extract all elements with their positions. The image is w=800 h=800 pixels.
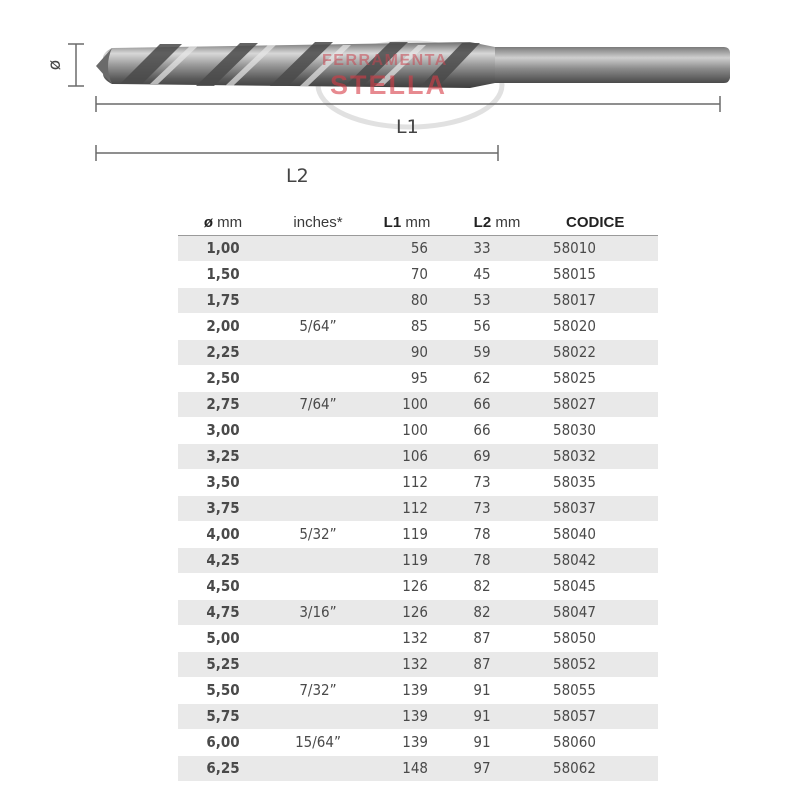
cell-inches (268, 573, 368, 599)
cell-inches (268, 365, 368, 391)
l1-label: L1 (396, 116, 419, 138)
cell-l1: 132 (402, 629, 428, 647)
cell-l2: 56 (473, 317, 491, 335)
cell-inches (268, 339, 368, 365)
cell-inches (268, 417, 368, 443)
table-row (178, 703, 658, 729)
cell-inches: 5/32” (299, 525, 337, 543)
cell-diameter: 2,75 (178, 391, 268, 417)
cell-code: 58042 (548, 547, 658, 573)
cell-l1: 100 (402, 421, 428, 439)
cell-inches (268, 287, 368, 313)
cell-diameter: 3,25 (178, 443, 268, 469)
cell-l2: 91 (473, 733, 491, 751)
cell-inches (268, 625, 368, 651)
cell-l2: 78 (446, 547, 548, 573)
cell-diameter: 5,00 (206, 629, 240, 647)
cell-inches: 7/32” (299, 681, 337, 699)
cell-l2: 66 (473, 421, 491, 439)
cell-l2: 59 (446, 339, 548, 365)
cell-diameter: 3,50 (206, 473, 240, 491)
table-row (178, 313, 658, 339)
watermark-top-text: FERRAMENTA (322, 52, 448, 69)
cell-l2: 82 (446, 599, 548, 625)
cell-code: 58052 (548, 651, 658, 677)
cell-inches (268, 703, 368, 729)
cell-inches (268, 495, 368, 521)
cell-l2: 87 (473, 629, 491, 647)
cell-l2: 78 (473, 525, 491, 543)
cell-l2: 82 (473, 577, 491, 595)
cell-code: 58062 (548, 755, 658, 781)
cell-l2: 73 (473, 473, 491, 491)
table-row (178, 365, 658, 391)
cell-diameter: 4,50 (206, 577, 240, 595)
cell-code: 58027 (548, 391, 658, 417)
header-l1: L1 mm (368, 210, 446, 235)
cell-l1: 80 (368, 287, 446, 313)
cell-inches: 5/64” (299, 317, 337, 335)
cell-l2: 91 (446, 703, 548, 729)
cell-l1: 95 (410, 369, 428, 387)
cell-inches (268, 443, 368, 469)
specification-table (178, 210, 658, 782)
cell-inches (268, 235, 368, 261)
cell-code: 58035 (553, 473, 596, 491)
cell-l1: 119 (402, 525, 428, 543)
cell-l2: 91 (473, 681, 491, 699)
diameter-symbol: ø (45, 59, 66, 71)
cell-code: 58057 (548, 703, 658, 729)
l2-label: L2 (286, 165, 309, 187)
cell-code: 58017 (548, 287, 658, 313)
cell-inches (268, 469, 368, 495)
cell-l1: 139 (402, 733, 428, 751)
cell-diameter: 2,00 (206, 317, 240, 335)
table-row (178, 443, 658, 469)
cell-diameter: 4,25 (178, 547, 268, 573)
table-row (178, 339, 658, 365)
table-row (178, 391, 658, 417)
cell-code: 58025 (553, 369, 596, 387)
cell-code: 58020 (553, 317, 596, 335)
cell-diameter: 5,25 (178, 651, 268, 677)
table-row (178, 729, 658, 755)
cell-l1: 148 (368, 755, 446, 781)
table-row (178, 677, 658, 703)
cell-l1: 126 (402, 577, 428, 595)
cell-l1: 126 (368, 599, 446, 625)
table-row (178, 261, 658, 287)
cell-l2: 87 (446, 651, 548, 677)
table-row (178, 287, 658, 313)
cell-l1: 139 (402, 681, 428, 699)
table-row (178, 651, 658, 677)
cell-l2: 53 (446, 287, 548, 313)
cell-inches: 7/64” (268, 391, 368, 417)
cell-diameter: 1,50 (206, 265, 240, 283)
cell-l1: 112 (402, 473, 428, 491)
cell-code: 58010 (548, 235, 658, 261)
cell-diameter: 5,50 (206, 681, 240, 699)
watermark-bottom-text: STELLA (330, 70, 447, 100)
table-body (178, 235, 658, 781)
cell-diameter: 2,25 (178, 339, 268, 365)
table-row (178, 521, 658, 547)
header-diameter: ø mm (178, 210, 268, 235)
cell-diameter: 2,50 (206, 369, 240, 387)
cell-inches: 3/16” (268, 599, 368, 625)
table-row (178, 547, 658, 573)
cell-l1: 112 (368, 495, 446, 521)
cell-diameter: 6,00 (206, 733, 240, 751)
table-row (178, 573, 658, 599)
cell-code: 58015 (553, 265, 596, 283)
cell-code: 58047 (548, 599, 658, 625)
cell-l1: 106 (368, 443, 446, 469)
cell-l1: 70 (410, 265, 428, 283)
cell-l1: 56 (368, 235, 446, 261)
cell-l1: 132 (368, 651, 446, 677)
drill-diagram (0, 0, 800, 200)
cell-diameter: 6,25 (178, 755, 268, 781)
cell-code: 58037 (548, 495, 658, 521)
cell-code: 58032 (548, 443, 658, 469)
cell-l2: 97 (446, 755, 548, 781)
cell-diameter: 3,75 (178, 495, 268, 521)
cell-inches (268, 261, 368, 287)
cell-diameter: 4,75 (178, 599, 268, 625)
table-row (178, 755, 658, 781)
cell-code: 58022 (548, 339, 658, 365)
table-row (178, 495, 658, 521)
cell-diameter: 3,00 (206, 421, 240, 439)
cell-diameter: 1,75 (178, 287, 268, 313)
cell-code: 58040 (553, 525, 596, 543)
cell-code: 58055 (553, 681, 596, 699)
cell-l2: 66 (446, 391, 548, 417)
cell-l2: 73 (446, 495, 548, 521)
cell-diameter: 4,00 (206, 525, 240, 543)
table-header-row (178, 210, 658, 235)
table-row (178, 469, 658, 495)
cell-inches: 15/64” (295, 733, 341, 751)
table-row (178, 235, 658, 261)
cell-l1: 139 (368, 703, 446, 729)
cell-code: 58050 (553, 629, 596, 647)
header-inches: inches* (268, 210, 368, 235)
cell-diameter: 5,75 (178, 703, 268, 729)
cell-l2: 45 (473, 265, 491, 283)
cell-diameter: 1,00 (178, 235, 268, 261)
cell-code: 58045 (553, 577, 596, 595)
cell-code: 58060 (553, 733, 596, 751)
header-code: CODICE (548, 210, 658, 235)
cell-l1: 100 (368, 391, 446, 417)
header-l2: L2 mm (446, 210, 548, 235)
cell-l1: 85 (410, 317, 428, 335)
cell-l2: 69 (446, 443, 548, 469)
table-row (178, 599, 658, 625)
cell-inches (268, 547, 368, 573)
table-row (178, 417, 658, 443)
cell-code: 58030 (553, 421, 596, 439)
cell-l1: 119 (368, 547, 446, 573)
cell-l1: 90 (368, 339, 446, 365)
cell-inches (268, 755, 368, 781)
cell-l2: 62 (473, 369, 491, 387)
cell-inches (268, 651, 368, 677)
cell-l2: 33 (446, 235, 548, 261)
table-row (178, 625, 658, 651)
